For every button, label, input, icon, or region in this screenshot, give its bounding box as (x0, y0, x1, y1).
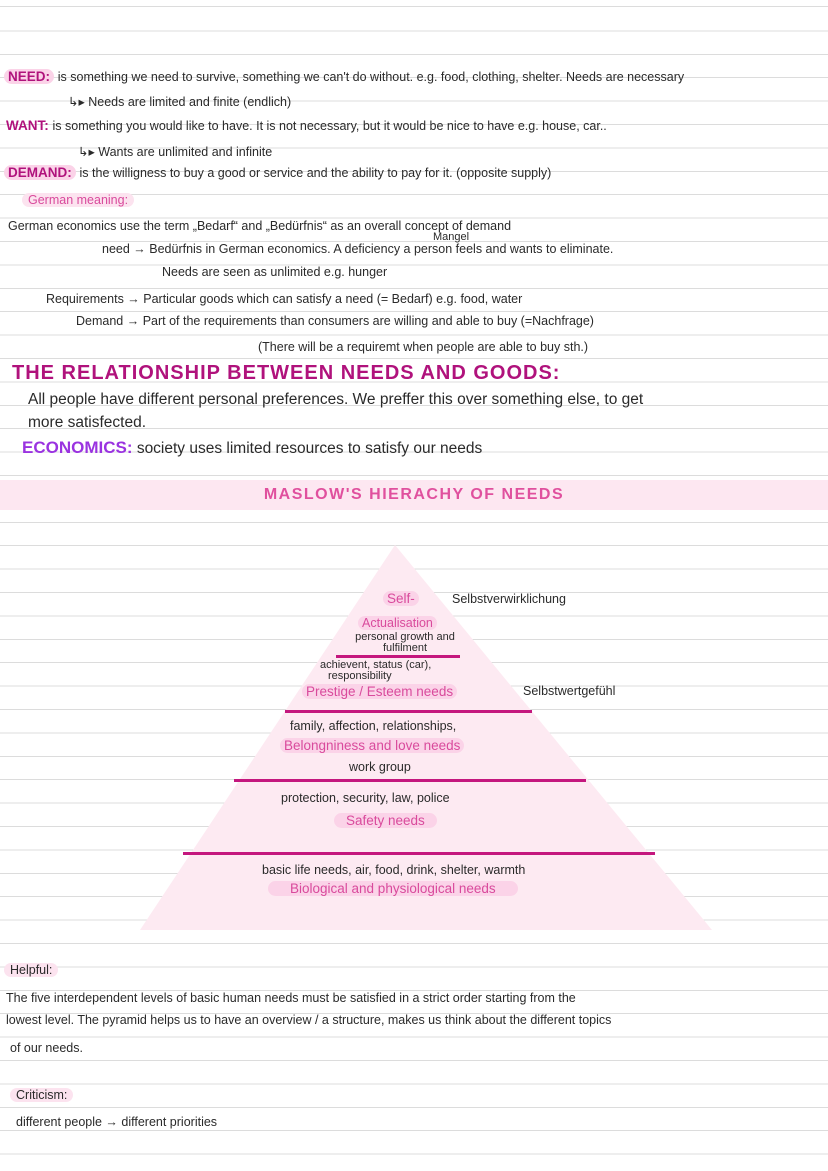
esteem-german: Selbstwertgefühl (523, 684, 616, 698)
self-desc-2: fulfilment (382, 642, 428, 654)
german-needs-seen: Needs are seen as unlimited e.g. hunger (162, 265, 388, 279)
demand-term: DEMAND: (4, 165, 76, 180)
want-sub: ↳▸ Wants are unlimited and infinite (78, 145, 273, 159)
tier-divider-self (336, 655, 460, 658)
self-label-2 (358, 614, 437, 632)
bio-desc: basic life needs, air, food, drink, shelter, warmth (262, 863, 526, 877)
german-requirements: Requirements → Particular goods which can satisfy a need (= Bedarf) e.g. food, water (46, 292, 523, 306)
want-sub-text: Wants are unlimited and infinite (98, 145, 273, 159)
german-note: (There will be a requiremt when people are able to buy sth.) (258, 340, 589, 354)
need-term: NEED: (4, 69, 54, 84)
belong-label-text: Belongniness and love needs (280, 738, 464, 753)
need-sub-text: Needs are limited and finite (endlich) (88, 95, 292, 109)
belong-label (280, 737, 464, 755)
economics-text: society uses limited resources to satisfy our needs (136, 440, 483, 457)
german-demand-line: Demand → Part of the requirements than consumers are willing and able to buy (=Nachfrage) (76, 314, 594, 328)
tier-divider-safety (183, 852, 655, 855)
mangel-note: Mangel (433, 231, 470, 243)
helpful-line-2: lowest level. The pyramid helps us to have an overview / a structure, makes us think about the different topics (6, 1013, 612, 1027)
helpful-label-text: Helpful: (4, 963, 58, 977)
economics-term: ECONOMICS: (22, 438, 133, 457)
bio-label-text: Biological and physiological needs (268, 881, 518, 896)
criticism-label-text: Criticism: (10, 1088, 73, 1102)
german-need-line: need → Bedürfnis in German economics. A deficiency a person feels and wants to eliminate. (102, 242, 614, 256)
relationship-text-2: more satisfected. (28, 414, 147, 431)
criticism-text: different people → different priorities (16, 1115, 218, 1129)
tier-divider-esteem (285, 710, 532, 713)
need-text: is something we need to survive, something we can't do without. e.g. food, clothing, shelter. Needs are necessary (57, 70, 685, 84)
want-term: WANT: (6, 118, 49, 133)
self-label-2-text: Actualisation (358, 616, 437, 630)
self-german: Selbstverwirklichung (452, 592, 566, 606)
relationship-title: THE RELATIONSHIP BETWEEN NEEDS AND GOODS: (12, 362, 561, 384)
self-label (383, 590, 419, 608)
helpful-label (4, 961, 58, 979)
relationship-text-1: All people have different personal preferences. We preffer this over something else, to get (28, 391, 644, 408)
need-sub: ↳▸ Needs are limited and finite (endlich) (68, 95, 292, 109)
belong-desc-2: work group (349, 760, 411, 774)
esteem-label-text: Prestige / Esteem needs (302, 684, 457, 699)
german-label-text: German meaning: (22, 193, 134, 207)
want-text: is something you would like to have. It is not necessary, but it would be nice to have e.g. house, car.. (52, 119, 607, 133)
esteem-label (302, 683, 457, 701)
demand-text: is the willigness to buy a good or service and the ability to pay for it. (opposite supply) (79, 166, 552, 180)
german-intro: German economics use the term „Bedarf“ and „Bedürfnis“ as an overall concept of demand (8, 219, 512, 233)
helpful-line-3: of our needs. (10, 1041, 83, 1055)
maslow-title: MASLOW'S HIERACHY OF NEEDS (263, 486, 565, 503)
esteem-desc-2: responsibility (328, 670, 392, 682)
self-desc-1: personal growth and (355, 631, 455, 643)
esteem-desc-1: achievent, status (car), (320, 659, 432, 671)
self-label-text: Self- (383, 591, 419, 606)
tier-divider-belonging (234, 779, 586, 782)
safety-label (334, 812, 437, 830)
helpful-line-1: The five interdependent levels of basic human needs must be satisfied in a strict order starting from the (6, 991, 576, 1005)
safety-desc: protection, security, law, police (281, 791, 450, 805)
belong-desc-1: family, affection, relationships, (290, 719, 457, 733)
safety-label-text: Safety needs (334, 813, 437, 828)
criticism-label (10, 1086, 73, 1104)
bio-label (268, 880, 518, 898)
